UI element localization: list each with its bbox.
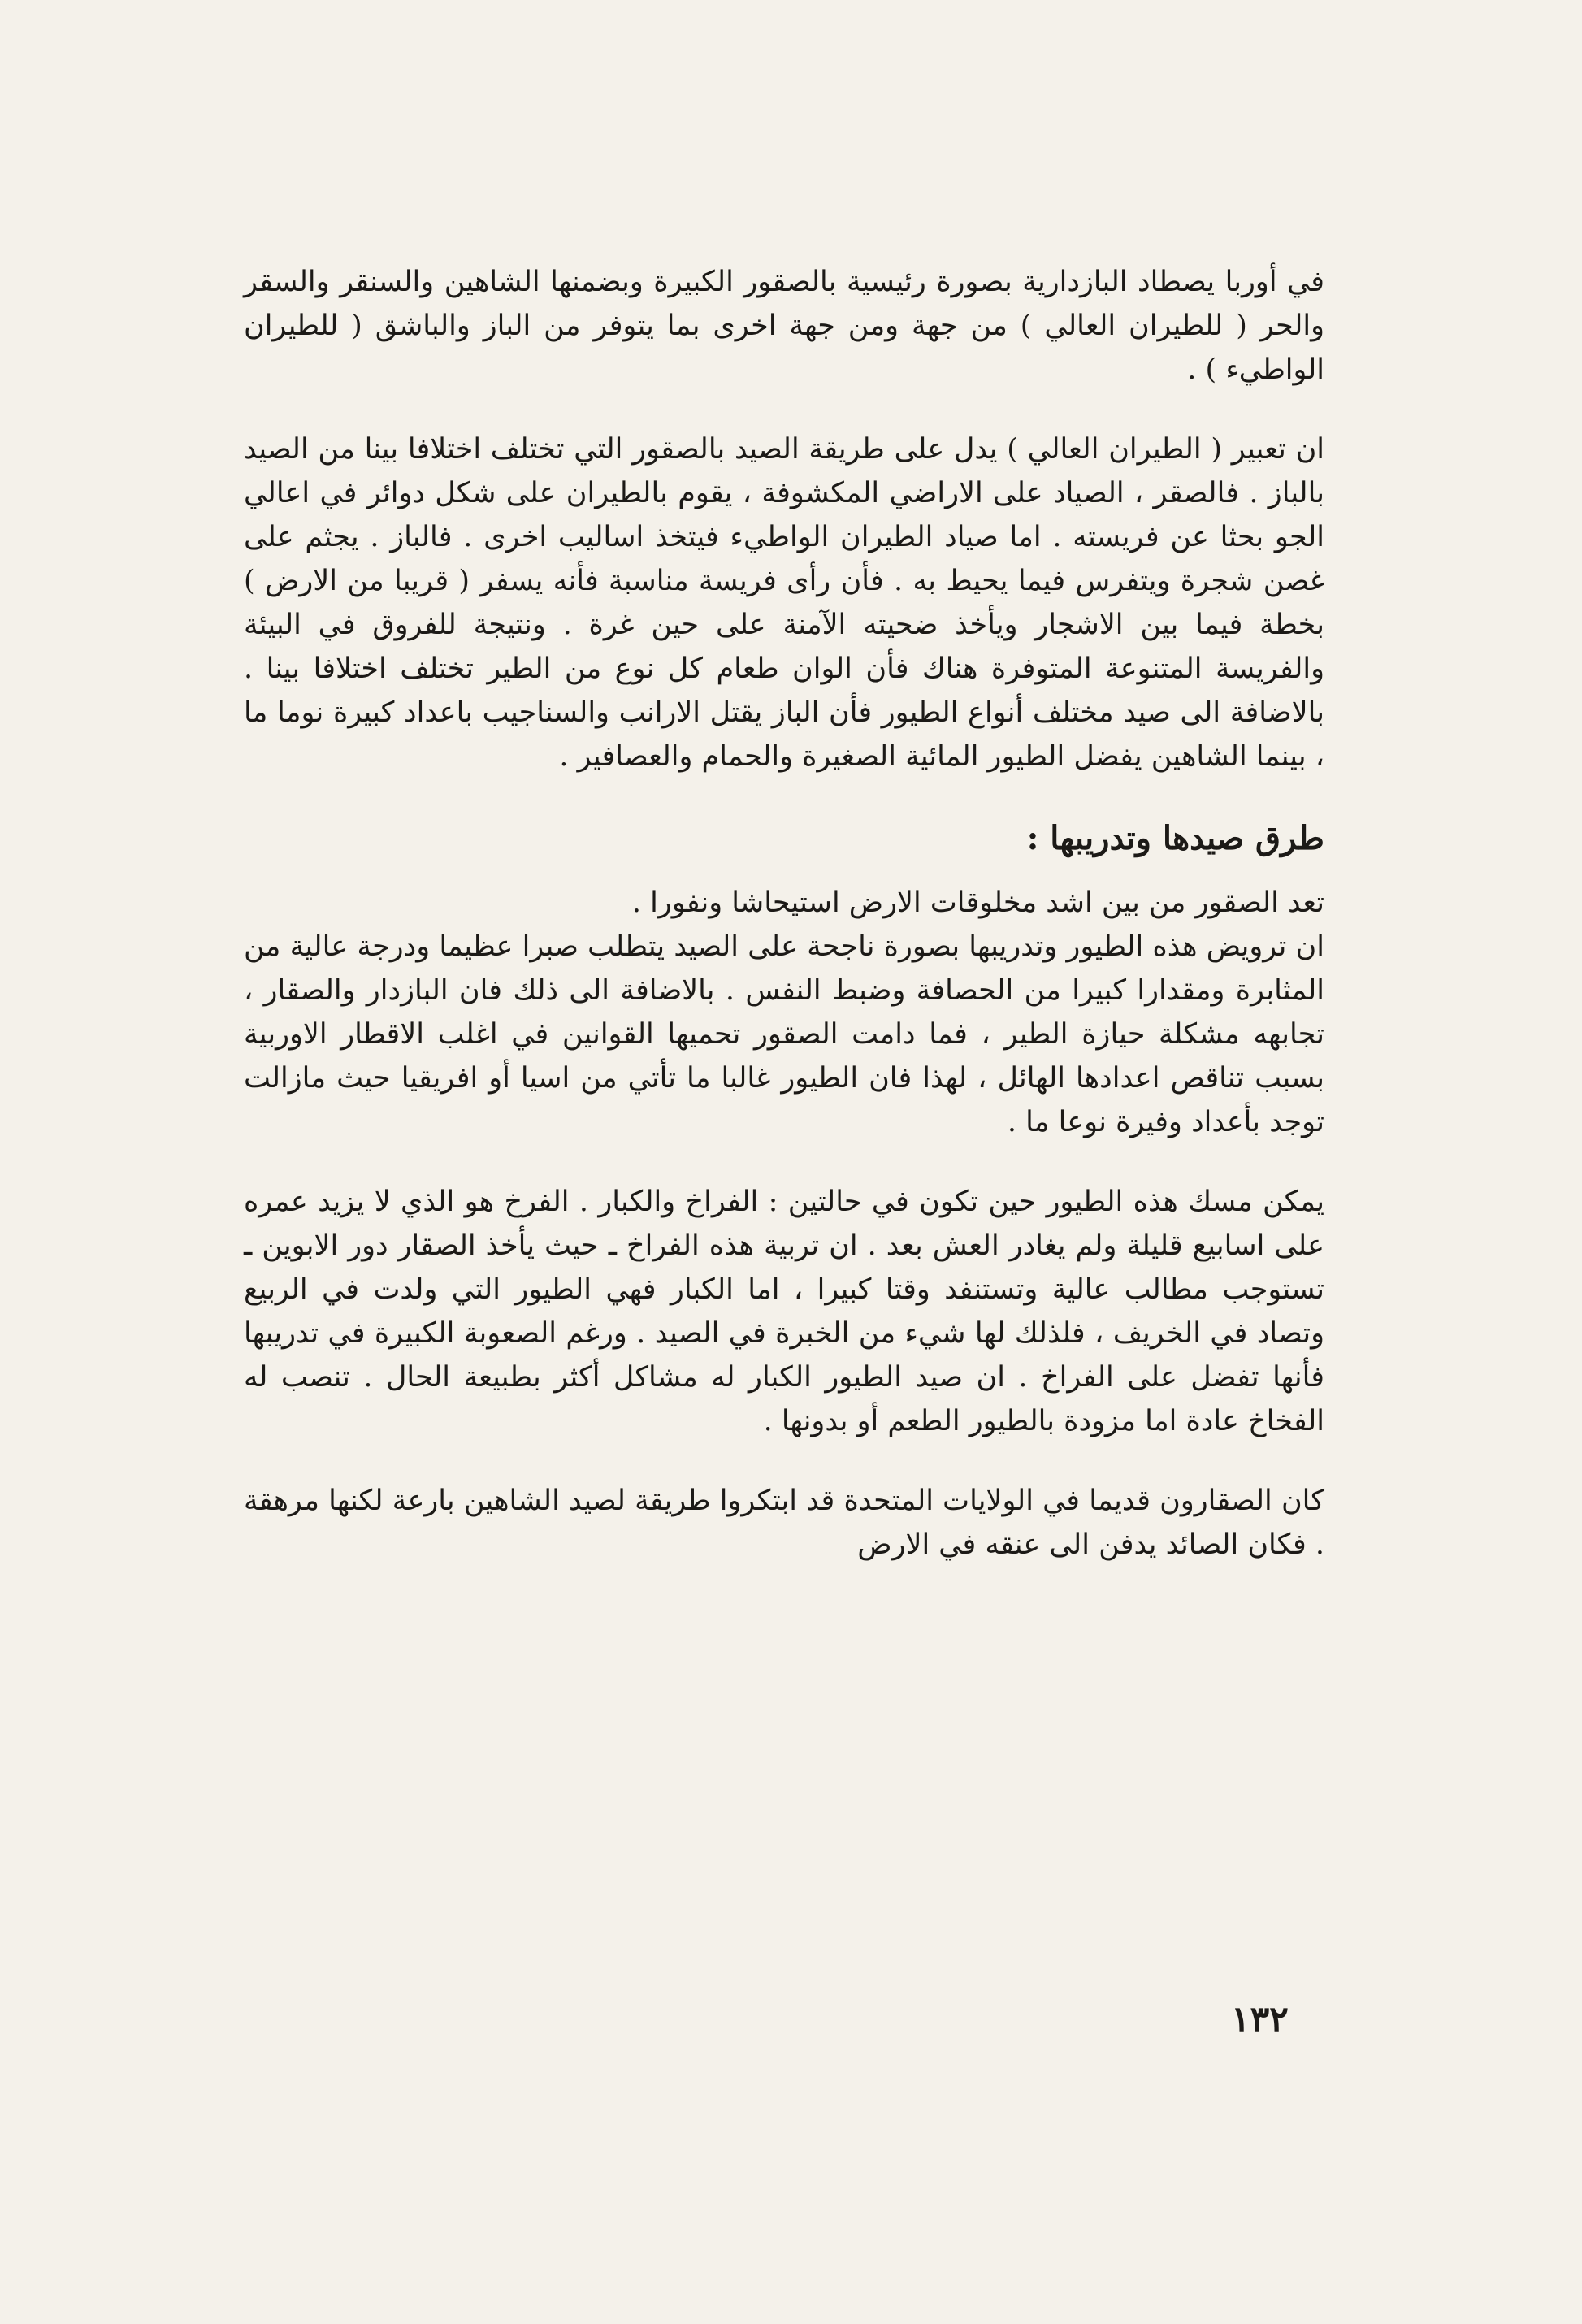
paragraph-3: تعد الصقور من بين اشد مخلوقات الارض استيحاشا ونفورا . [631,887,1324,919]
paragraph-2: ان تعبير ( الطيران العالي ) يدل على طريقة الصيد بالصقور التي تختلف اختلافا بينا من الصيد بالباز . فالصقر ، الصياد على الاراضي المكشوفة ، يقوم بالطيران على شكل دوائر في اعالي الجو بحثا عن فريسته . اما صياد الطيران الواطيء فيتخذ اساليب اخرى . فالباز . يجثم على غصن شجرة ويتفرس فيما يحيط به . فأن رأى فريسة مناسبة فأنه يسفر ( قريبا من الارض ) بخطة فيما بين الاشجار ويأخذ ضحيته الآمنة على حين غرة . ونتيجة للفروق في البيئة والفريسة المتنوعة المتوفرة هناك فأن الوان طعام كل نوع من الطير تختلف اختلافا بينا . بالاضافة الى صيد مختلف أنواع الطيور فأن الباز يقتل الارانب والسناجيب باعداد كبيرة نوما ما ، بينما الشاهين يفضل الطيور المائية الصغيرة والحمام والعصافير . [244,433,1324,773]
page-body [244,260,1324,2096]
paragraph-5: يمكن مسك هذه الطيور حين تكون في حالتين : الفراخ والكبار . الفرخ هو الذي لا يزيد عمره على اسابيع قليلة ولم يغادر العش بعد . ان تربية هذه الفراخ ـ حيث يأخذ الصقار دور الابوين ـ تستوجب مطالب عالية وتستنفد وقتا كبيرا ، اما الكبار فهي الطيور التي ولدت في الربيع وتصاد في الخريف ، فلذلك لها شيء من الخبرة في الصيد . ورغم الصعوبة الكبيرة في تدريبها فأنها تفضل على الفراخ . ان صيد الطيور الكبار له مشاكل أكثر بطبيعة الحال . تنصب له الفخاخ عادة اما مزودة بالطيور الطعم أو بدونها . [244,1186,1324,1437]
paragraph-4: ان ترويض هذه الطيور وتدريبها بصورة ناجحة على الصيد يتطلب صبرا عظيما ودرجة عالية من المثابرة ومقدارا كبيرا من الحصافة وضبط النفس . بالاضافة الى ذلك فان البازدار والصقار ، تجابهه مشكلة حيازة الطير ، فما دامت الصقور تحميها القوانين في اغلب الاقطار الاوربية بسبب تناقص اعدادها الهائل ، لهذا فان الطيور غالبا ما تأتي من اسيا أو افريقيا حيث مازالت توجد بأعداد وفيرة نوعا ما . [244,930,1324,1138]
paragraph-6: كان الصقارون قديما في الولايات المتحدة قد ابتكروا طريقة لصيد الشاهين بارعة لكنها مرهقة . فكان الصائد يدفن الى عنقه في الارض [244,1485,1324,1561]
page-number: ١٣٢ [1231,1999,1289,2040]
section-heading: طرق صيدها وتدريبها : [1026,819,1324,857]
paragraph-1: في أوربا يصطاد البازدارية بصورة رئيسية بالصقور الكبيرة وبضمنها الشاهين والسنقر والسقر والحر ( للطيران العالي ) من جهة ومن جهة اخرى بما يتوفر من الباز والباشق ( للطيران الواطيء ) . [244,266,1324,386]
